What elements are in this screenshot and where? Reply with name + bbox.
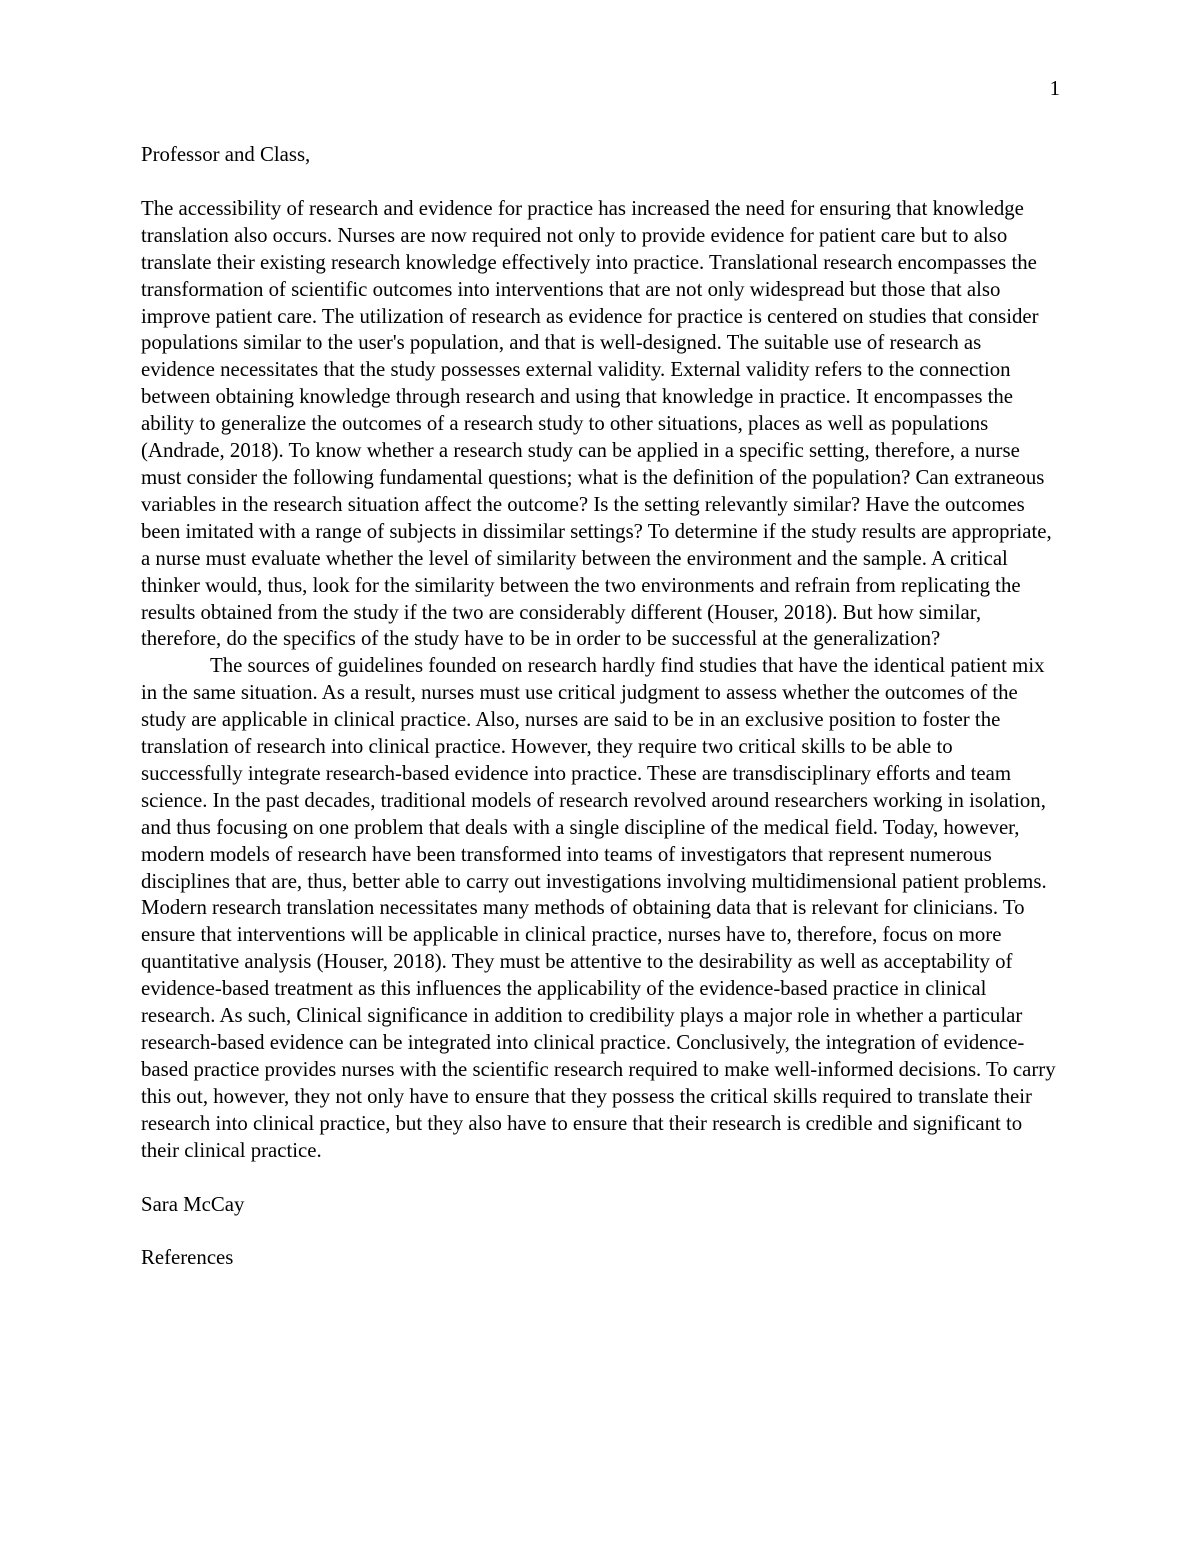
references-heading: References [141, 1246, 234, 1270]
document-body [141, 142, 1059, 1272]
body-paragraph-2: The sources of guidelines founded on research hardly find studies that have the identical patient mix in the same situation. As a result, nurses must use critical judgment to assess whether the outcomes of the study are applicable in clinical practice. Also, nurses are said to be in an exclusive position to foster the translation of research into clinical practice. However, they require two critical skills to be able to successfully integrate research-based evidence into practice. These are transdisciplinary efforts and team science. In the past decades, traditional models of research revolved around researchers working in isolation, and thus focusing on one problem that deals with a single discipline of the medical field. Today, however, modern models of research have been transformed into teams of investigators that represent numerous disciplines that are, thus, better able to carry out investigations involving multidimensional patient problems. Modern research translation necessitates many methods of obtaining data that is relevant for clinicians. To ensure that interventions will be applicable in clinical practice, nurses have to, therefore, focus on more quantitative analysis (Houser, 2018). They must be attentive to the desirability as well as acceptability of evidence-based treatment as this influences the applicability of the evidence-based practice in clinical research. As such, Clinical significance in addition to credibility plays a major role in whether a particular research-based evidence can be integrated into clinical practice. Conclusively, the integration of evidence-based practice provides nurses with the scientific research required to make well-informed decisions. To carry this out, however, they not only have to ensure that they possess the critical skills required to translate their research into clinical practice, but they also have to ensure that their research is credible and significant to their clinical practice. [141, 654, 1056, 1162]
body-paragraph-1: The accessibility of research and evidence for practice has increased the need for ensuring that knowledge translation also occurs. Nurses are now required not only to provide evidence for patient care but to also translate their existing research knowledge effectively into practice. Translational research encompasses the transformation of scientific outcomes into interventions that are not only widespread but those that also improve patient care. The utilization of research as evidence for practice is centered on studies that consider populations similar to the user's population, and that is well-designed. The suitable use of research as evidence necessitates that the study possesses external validity. External validity refers to the connection between obtaining knowledge through research and using that knowledge in practice. It encompasses the ability to generalize the outcomes of a research study to other situations, places as well as populations (Andrade, 2018). To know whether a research study can be applied in a specific setting, therefore, a nurse must consider the following fundamental questions; what is the definition of the population? Can extraneous variables in the research situation affect the outcome? Is the setting relevantly similar? Have the outcomes been imitated with a range of subjects in dissimilar settings? To determine if the study results are appropriate, a nurse must evaluate whether the level of similarity between the environment and the sample. A critical thinker would, thus, look for the similarity between the two environments and refrain from replicating the results obtained from the study if the two are considerably different (Houser, 2018). But how similar, therefore, do the specifics of the study have to be in order to be successful at the generalization? [141, 196, 1052, 651]
greeting: Professor and Class, [141, 143, 311, 166]
page-number: 1 [1049, 77, 1060, 100]
signature: Sara McCay [141, 1192, 245, 1216]
